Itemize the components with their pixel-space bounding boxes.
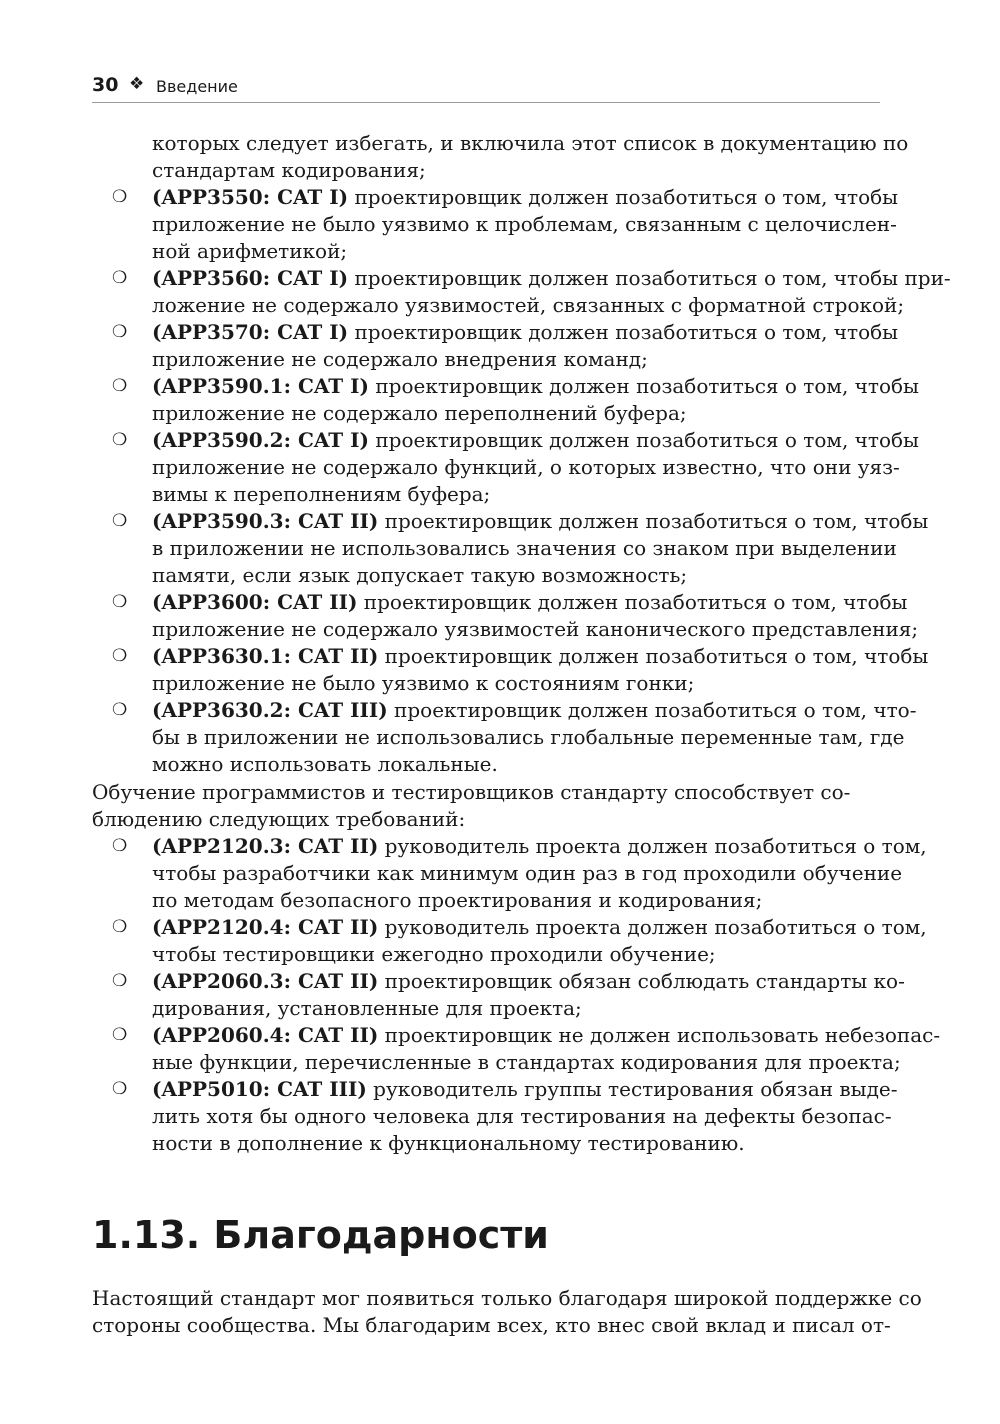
circle-bullet-icon: ❍ [112, 1079, 128, 1099]
requirement-text: ности в дополнение к функциональному тестированию. [152, 1131, 745, 1155]
requirement-code: (APP3590.3: CAT II) [152, 509, 379, 533]
text-line [152, 1103, 892, 1130]
running-header [92, 72, 880, 103]
text-line [152, 887, 880, 914]
text-line [152, 508, 929, 535]
requirement-text: вимы к переполнениям буфера; [152, 482, 491, 506]
requirement-text: лить хотя бы одного человека для тестирования на дефекты безопас- [152, 1104, 892, 1128]
circle-bullet-icon: ❍ [112, 1025, 128, 1045]
circle-bullet-icon: ❍ [112, 511, 128, 531]
text-line: которых следует избегать, и включила этот список в документацию по [152, 131, 909, 155]
requirement-text: руководитель группы тестирования обязан выде- [373, 1077, 898, 1101]
requirement-code: (APP3590.1: CAT I) [152, 374, 369, 398]
requirement-text: проектировщик не должен использовать небезопас- [384, 1023, 941, 1047]
circle-bullet-icon: ❍ [112, 971, 128, 991]
text-line [152, 914, 927, 941]
text-line [152, 995, 880, 1022]
ornament-icon: ❖ [129, 74, 145, 94]
text-line: Настоящий стандарт мог появиться только благодаря широкой поддержке со [92, 1286, 922, 1310]
text-line [152, 1076, 898, 1103]
training-paragraph [92, 779, 880, 833]
requirement-code: (APP2060.4: CAT II) [152, 1023, 379, 1047]
list-item [92, 265, 951, 319]
list-item [92, 319, 899, 373]
requirement-text: проектировщик должен позаботиться о том, чтобы [354, 185, 899, 209]
requirement-text: ложение не содержало уязвимостей, связанных с форматной строкой; [152, 293, 905, 317]
requirement-text: проектировщик должен позаботиться о том, чтобы [363, 590, 908, 614]
requirement-text: приложение не содержало переполнений буфера; [152, 401, 687, 425]
text-line: стандартам кодирования; [152, 158, 426, 182]
circle-bullet-icon: ❍ [112, 917, 128, 937]
text-line [152, 697, 917, 724]
text-line [152, 400, 880, 427]
requirement-text: приложение не содержало внедрения команд; [152, 347, 648, 371]
text-line: блюдению следующих требований: [92, 807, 466, 831]
requirement-text: проектировщик обязан соблюдать стандарты ко- [384, 969, 905, 993]
requirement-text: бы в приложении не использовались глобальные переменные там, где [152, 725, 905, 749]
text-line [152, 860, 903, 887]
text-line [152, 184, 899, 211]
circle-bullet-icon: ❍ [112, 700, 128, 720]
text-line [152, 346, 880, 373]
circle-bullet-icon: ❍ [112, 322, 128, 342]
text-line [152, 211, 897, 238]
intro-continuation [92, 130, 909, 184]
text-line [152, 589, 908, 616]
list-item [92, 914, 927, 968]
requirement-text: проектировщик должен позаботиться о том, чтобы [354, 320, 899, 344]
requirement-code: (APP3600: CAT II) [152, 590, 358, 614]
text-line: стороны сообщества. Мы благодарим всех, кто внес свой вклад и писал от- [92, 1313, 891, 1337]
circle-bullet-icon: ❍ [112, 836, 128, 856]
circle-bullet-icon: ❍ [112, 268, 128, 288]
text-line [152, 941, 880, 968]
requirement-text: проектировщик должен позаботиться о том, что- [394, 698, 917, 722]
requirement-text: в приложении не использовались значения со знаком при выделении [152, 536, 897, 560]
circle-bullet-icon: ❍ [112, 430, 128, 450]
text-line [152, 751, 880, 778]
requirement-text: ные функции, перечисленные в стандартах кодирования для проекта; [152, 1050, 901, 1074]
text-line [152, 535, 897, 562]
text-line [152, 373, 919, 400]
circle-bullet-icon: ❍ [112, 646, 128, 666]
requirement-code: (APP2060.3: CAT II) [152, 969, 379, 993]
text-line [152, 481, 880, 508]
list-item [92, 508, 929, 589]
acknowledgements-paragraph [92, 1285, 922, 1339]
requirement-code: (APP3560: CAT I) [152, 266, 349, 290]
circle-bullet-icon: ❍ [112, 592, 128, 612]
requirement-text: дирования, установленные для проекта; [152, 996, 582, 1020]
circle-bullet-icon: ❍ [112, 187, 128, 207]
requirements-list-design [92, 184, 951, 778]
requirement-text: приложение не содержало уязвимостей канонического представления; [152, 617, 919, 641]
text-line [152, 1022, 941, 1049]
requirement-code: (APP3590.2: CAT I) [152, 428, 369, 452]
chapter-title: Введение [156, 77, 238, 96]
requirement-text: приложение не содержало функций, о которых известно, что они уяз- [152, 455, 900, 479]
text-line [152, 319, 899, 346]
text-line: Обучение программистов и тестировщиков стандарту способствует со- [92, 780, 851, 804]
list-item [92, 968, 905, 1022]
requirement-text: проектировщик должен позаботиться о том, чтобы [375, 374, 919, 398]
list-item [92, 833, 927, 914]
list-item [92, 427, 919, 508]
requirement-text: приложение не было уязвимо к состояниям гонки; [152, 671, 695, 695]
requirement-code: (APP3630.1: CAT II) [152, 644, 379, 668]
circle-bullet-icon: ❍ [112, 376, 128, 396]
requirement-text: приложение не было уязвимо к проблемам, связанным с целочислен- [152, 212, 897, 236]
text-line [152, 1130, 880, 1157]
requirement-text: памяти, если язык допускает такую возможность; [152, 563, 688, 587]
list-item [92, 373, 919, 427]
page-number: 30 [92, 74, 119, 96]
list-item [92, 1022, 941, 1076]
requirement-text: по методам безопасного проектирования и кодирования; [152, 888, 763, 912]
text-line [152, 427, 919, 454]
text-line [152, 238, 880, 265]
requirement-code: (APP2120.4: CAT II) [152, 915, 379, 939]
requirement-code: (APP2120.3: CAT II) [152, 834, 379, 858]
text-line [152, 968, 905, 995]
text-line [152, 833, 927, 860]
requirement-code: (APP3570: CAT I) [152, 320, 349, 344]
list-item [92, 589, 919, 643]
text-line [152, 454, 900, 481]
text-line [152, 265, 951, 292]
requirement-text: руководитель проекта должен позаботиться о том, [384, 915, 927, 939]
requirement-text: руководитель проекта должен позаботиться о том, [384, 834, 927, 858]
requirement-code: (APP3630.2: CAT III) [152, 698, 388, 722]
requirement-code: (APP3550: CAT I) [152, 185, 349, 209]
requirement-text: чтобы тестировщики ежегодно проходили обучение; [152, 942, 716, 966]
list-item [92, 643, 929, 697]
requirement-text: проектировщик должен позаботиться о том, чтобы при- [354, 266, 951, 290]
requirements-list-training [92, 833, 941, 1157]
text-line [152, 292, 905, 319]
list-item [92, 697, 917, 778]
requirement-text: проектировщик должен позаботиться о том, чтобы [375, 428, 919, 452]
requirement-text: чтобы разработчики как минимум один раз в год проходили обучение [152, 861, 903, 885]
text-line [152, 643, 929, 670]
text-line [152, 616, 919, 643]
section-heading: 1.13. Благодарности [92, 1213, 549, 1257]
requirement-text: можно использовать локальные. [152, 752, 498, 776]
list-item [92, 1076, 898, 1157]
text-line [152, 1049, 901, 1076]
text-line [152, 670, 880, 697]
requirement-text: ной арифметикой; [152, 239, 348, 263]
requirement-code: (APP5010: CAT III) [152, 1077, 367, 1101]
requirement-text: проектировщик должен позаботиться о том, чтобы [384, 509, 929, 533]
text-line [152, 562, 880, 589]
text-line [152, 724, 905, 751]
list-item [92, 184, 899, 265]
body-text [92, 130, 951, 1157]
requirement-text: проектировщик должен позаботиться о том, чтобы [384, 644, 929, 668]
